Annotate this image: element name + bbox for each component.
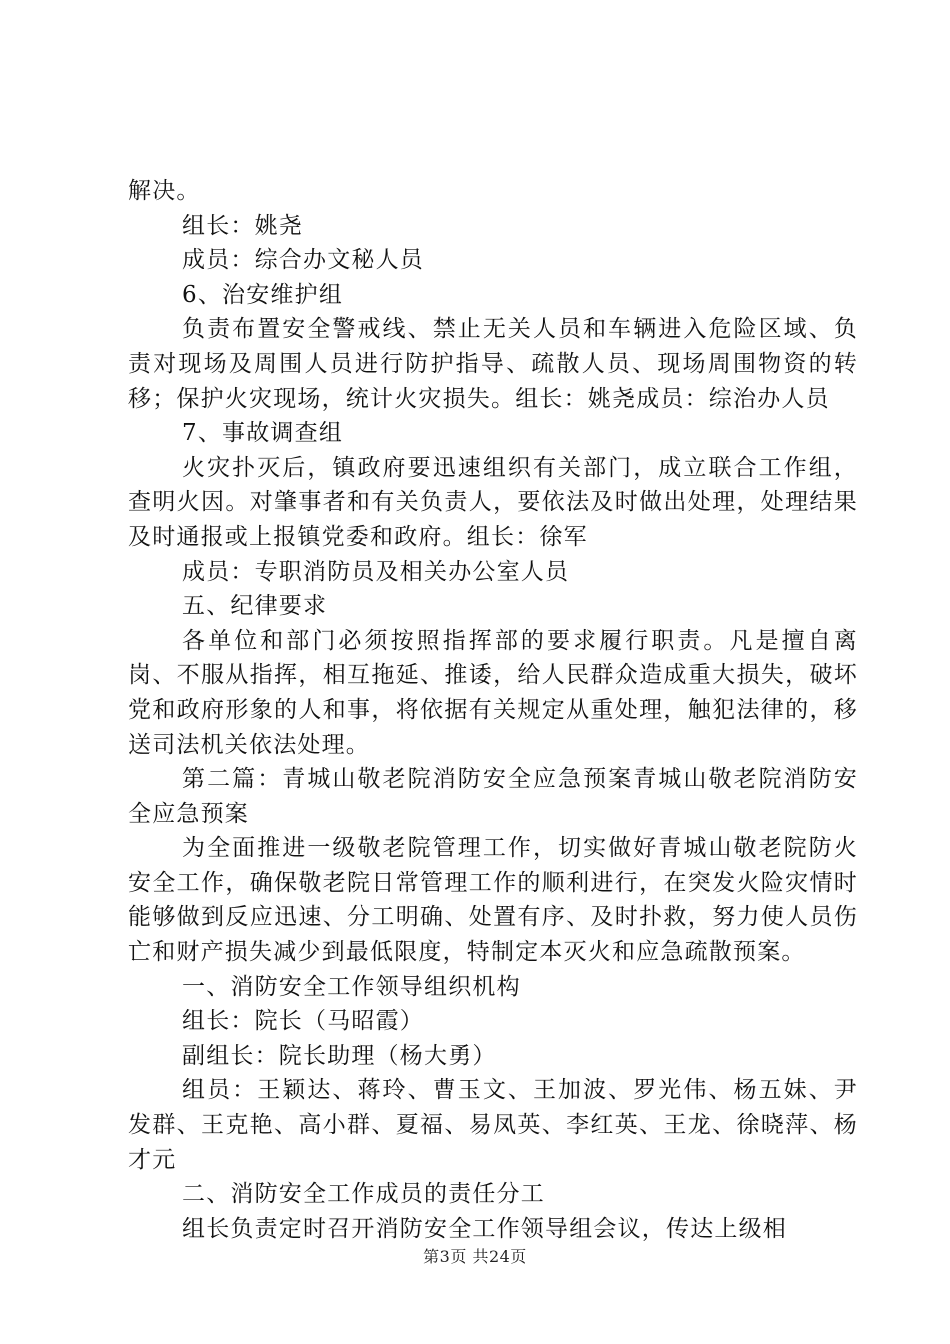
paragraph: 组长负责定时召开消防安全工作领导组会议，传达上级相 <box>182 1215 787 1242</box>
paragraph: 第二篇：青城山敬老院消防安全应急预案青城山敬老院消防安全应急预案 <box>128 766 858 827</box>
paragraph: 五、纪律要求 <box>182 593 328 620</box>
paragraph: 7、事故调查组 <box>182 420 344 447</box>
paragraph: 火灾扑灭后，镇政府要迅速组织有关部门，成立联合工作组，查明火因。对肇事者和有关负责人，要依法及时做出处理，处理结果及时通报或上报镇党委和政府。组长：徐军 <box>128 454 858 550</box>
paragraph: 6、治安维护组 <box>182 281 344 308</box>
paragraph: 二、消防安全工作成员的责任分工 <box>182 1181 545 1208</box>
page-footer: 第3页 共24页 <box>423 1247 527 1266</box>
paragraph: 组长：姚尧 <box>182 212 303 239</box>
paragraph: 为全面推进一级敬老院管理工作，切实做好青城山敬老院防火安全工作，确保敬老院日常管理工作的顺利进行，在突发火险灾情时能够做到反应迅速、分工明确、处置有序、及时扑救，努力使人员伤亡和财产损失减少到最低限度，特制定本灭火和应急疏散预案。 <box>128 835 858 966</box>
paragraph: 副组长：院长助理（杨大勇） <box>182 1042 497 1069</box>
paragraph: 一、消防安全工作领导组织机构 <box>182 973 521 1000</box>
paragraph: 解决。 <box>128 178 201 204</box>
paragraph: 组长：院长（马昭霞） <box>182 1008 424 1035</box>
paragraph: 组员：王颖达、蒋玲、曹玉文、王加波、罗光伟、杨五妹、尹发群、王克艳、高小群、夏福、易凤英、李红英、王龙、徐晓萍、杨才元 <box>128 1077 858 1173</box>
paragraph: 各单位和部门必须按照指挥部的要求履行职责。凡是擅自离岗、不服从指挥，相互拖延、推诿，给人民群众造成重大损失，破坏党和政府形象的人和事，将依据有关规定从重处理，触犯法律的，移送司法机关依法处理。 <box>128 627 858 758</box>
document-body <box>128 174 858 1246</box>
paragraph: 成员：综合办文秘人员 <box>182 247 424 274</box>
paragraph: 成员：专职消防员及相关办公室人员 <box>182 558 570 585</box>
paragraph: 负责布置安全警戒线、禁止无关人员和车辆进入危险区域、负责对现场及周围人员进行防护指导、疏散人员、现场周围物资的转移；保护火灾现场，统计火灾损失。组长：姚尧成员：综治办人员 <box>128 316 858 412</box>
